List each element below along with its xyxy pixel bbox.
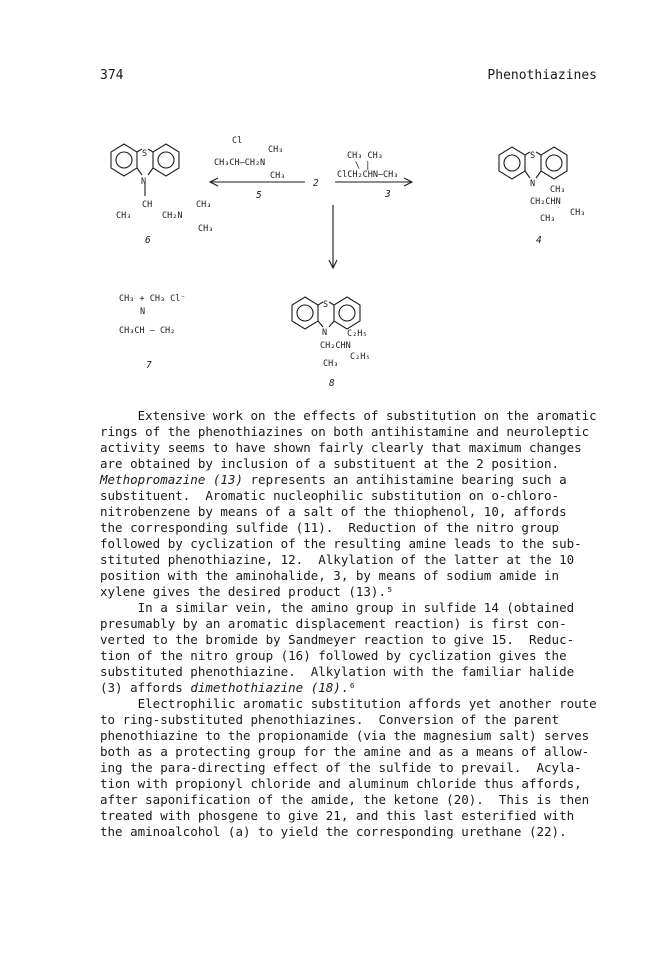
- label-4: 4: [536, 235, 542, 246]
- cmpd6-line: CH₂N: [162, 211, 183, 221]
- running-title: Phenothiazines: [487, 68, 597, 83]
- label-7: 7: [146, 360, 152, 371]
- label-8: 8: [329, 378, 335, 389]
- label-6: 6: [145, 235, 151, 246]
- text-line: tion with propionyl chloride and aluminum chloride thus affords,: [100, 776, 582, 791]
- reagent-3-line: \ |: [355, 161, 371, 171]
- text-line: substituent. Aromatic nucleophilic substitution on o-chloro-: [100, 488, 560, 503]
- text-line: presumably by an aromatic displacement reaction) is first con-: [100, 616, 567, 631]
- text-run: represents an antihistamine bearing such a: [243, 472, 567, 487]
- nitrogen-label: N: [141, 177, 147, 187]
- text-line: Electrophilic aromatic substitution affords yet another route: [100, 696, 597, 711]
- cmpd6-line: CH₃: [116, 211, 132, 221]
- cmpd4-line: CH₃: [540, 214, 556, 224]
- nitrogen-label: N: [530, 179, 536, 189]
- sulfur-label: S: [323, 300, 329, 310]
- text-line: Extensive work on the effects of substitution on the aromatic: [100, 408, 597, 423]
- text-line: stituted phenothiazine, 12. Alkylation of the latter at the 10: [100, 552, 575, 567]
- reagent-5-line: CH₃: [268, 145, 284, 155]
- label-2: 2: [313, 178, 319, 189]
- cmpd4-line: CH₃: [570, 208, 586, 218]
- reagent-3-line: ClCH₂CHN–CH₃: [337, 170, 399, 180]
- cmpd7-line: CH₃ + CH₃ Cl⁻: [119, 294, 186, 304]
- page-number: 374: [100, 68, 124, 83]
- text-line: treated with phosgene to give 21, and this last esterified with: [100, 808, 575, 823]
- cmpd4-line: CH₃: [550, 185, 566, 195]
- cmpd8-line: C₂H₅: [350, 352, 371, 362]
- cmpd8-line: C₂H₅: [347, 329, 368, 339]
- nitrogen-label: N: [322, 328, 328, 338]
- text-line: verted to the bromide by Sandmeyer reaction to give 15. Reduc-: [100, 632, 575, 647]
- text-line: ing the para-directing effect of the sulfide to prevail. Acyla-: [100, 760, 582, 775]
- reagent-3-line: CH₃ CH₃: [347, 151, 383, 161]
- text-line: [100, 680, 620, 696]
- text-line: [100, 472, 620, 488]
- text-line: position with the aminohalide, 3, by means of sodium amide in: [100, 568, 560, 583]
- text-line: followed by cyclization of the resulting amine leads to the sub-: [100, 536, 582, 551]
- text-line: activity seems to have shown fairly clearly that maximum changes: [100, 440, 582, 455]
- text-line: tion of the nitro group (16) followed by cyclization gives the: [100, 648, 567, 663]
- cmpd8-line: CH₂CHN: [320, 341, 351, 351]
- text-line: rings of the phenothiazines on both antihistamine and neuroleptic: [100, 424, 590, 439]
- cmpd6-line: CH₃: [196, 200, 212, 210]
- cmpd4-line: CH₂CHN: [530, 197, 561, 207]
- text-line: nitrobenzene by means of a salt of the thiophenol, 10, affords: [100, 504, 567, 519]
- label-3: 3: [385, 189, 391, 200]
- text-line: In a similar vein, the amino group in sulfide 14 (obtained: [100, 600, 575, 615]
- text-line: xylene gives the desired product (13).⁵: [100, 584, 394, 599]
- text-line: after saponification of the amide, the ketone (20). This is then: [100, 792, 590, 807]
- text-line: the aminoalcohol (a) to yield the corresponding urethane (22).: [100, 824, 567, 839]
- text-line: phenothiazine to the propionamide (via the magnesium salt) serves: [100, 728, 590, 743]
- body-text: [100, 408, 620, 840]
- text-line: substituted phenothiazine. Alkylation with the familiar halide: [100, 664, 575, 679]
- cmpd7-line: N: [140, 307, 146, 317]
- drug-name: Methopromazine (13): [100, 472, 243, 487]
- reagent-5-line: Cl: [232, 136, 243, 146]
- cmpd8-line: CH₃: [323, 359, 339, 369]
- text-line: both as a protecting group for the amine and as a means of allow-: [100, 744, 590, 759]
- sulfur-label: S: [142, 149, 148, 159]
- label-5: 5: [256, 190, 262, 201]
- reagent-5-line: CH₃CH–CH₂N: [214, 158, 266, 168]
- drug-name: dimethothiazine (18): [190, 680, 341, 695]
- reagent-5-line: CH₃: [270, 171, 286, 181]
- reaction-scheme: [0, 0, 669, 400]
- text-run: .⁶: [340, 680, 356, 695]
- text-line: to ring-substituted phenothiazines. Conversion of the parent: [100, 712, 560, 727]
- cmpd6-line: CH₃: [198, 224, 214, 234]
- cmpd6-line: CH: [142, 200, 153, 210]
- text-run: (3) affords: [100, 680, 191, 695]
- sulfur-label: S: [530, 151, 536, 161]
- text-line: are obtained by inclusion of a substituent at the 2 position.: [100, 456, 560, 471]
- cmpd7-line: CH₃CH — CH₂: [119, 326, 176, 336]
- text-line: the corresponding sulfide (11). Reduction of the nitro group: [100, 520, 560, 535]
